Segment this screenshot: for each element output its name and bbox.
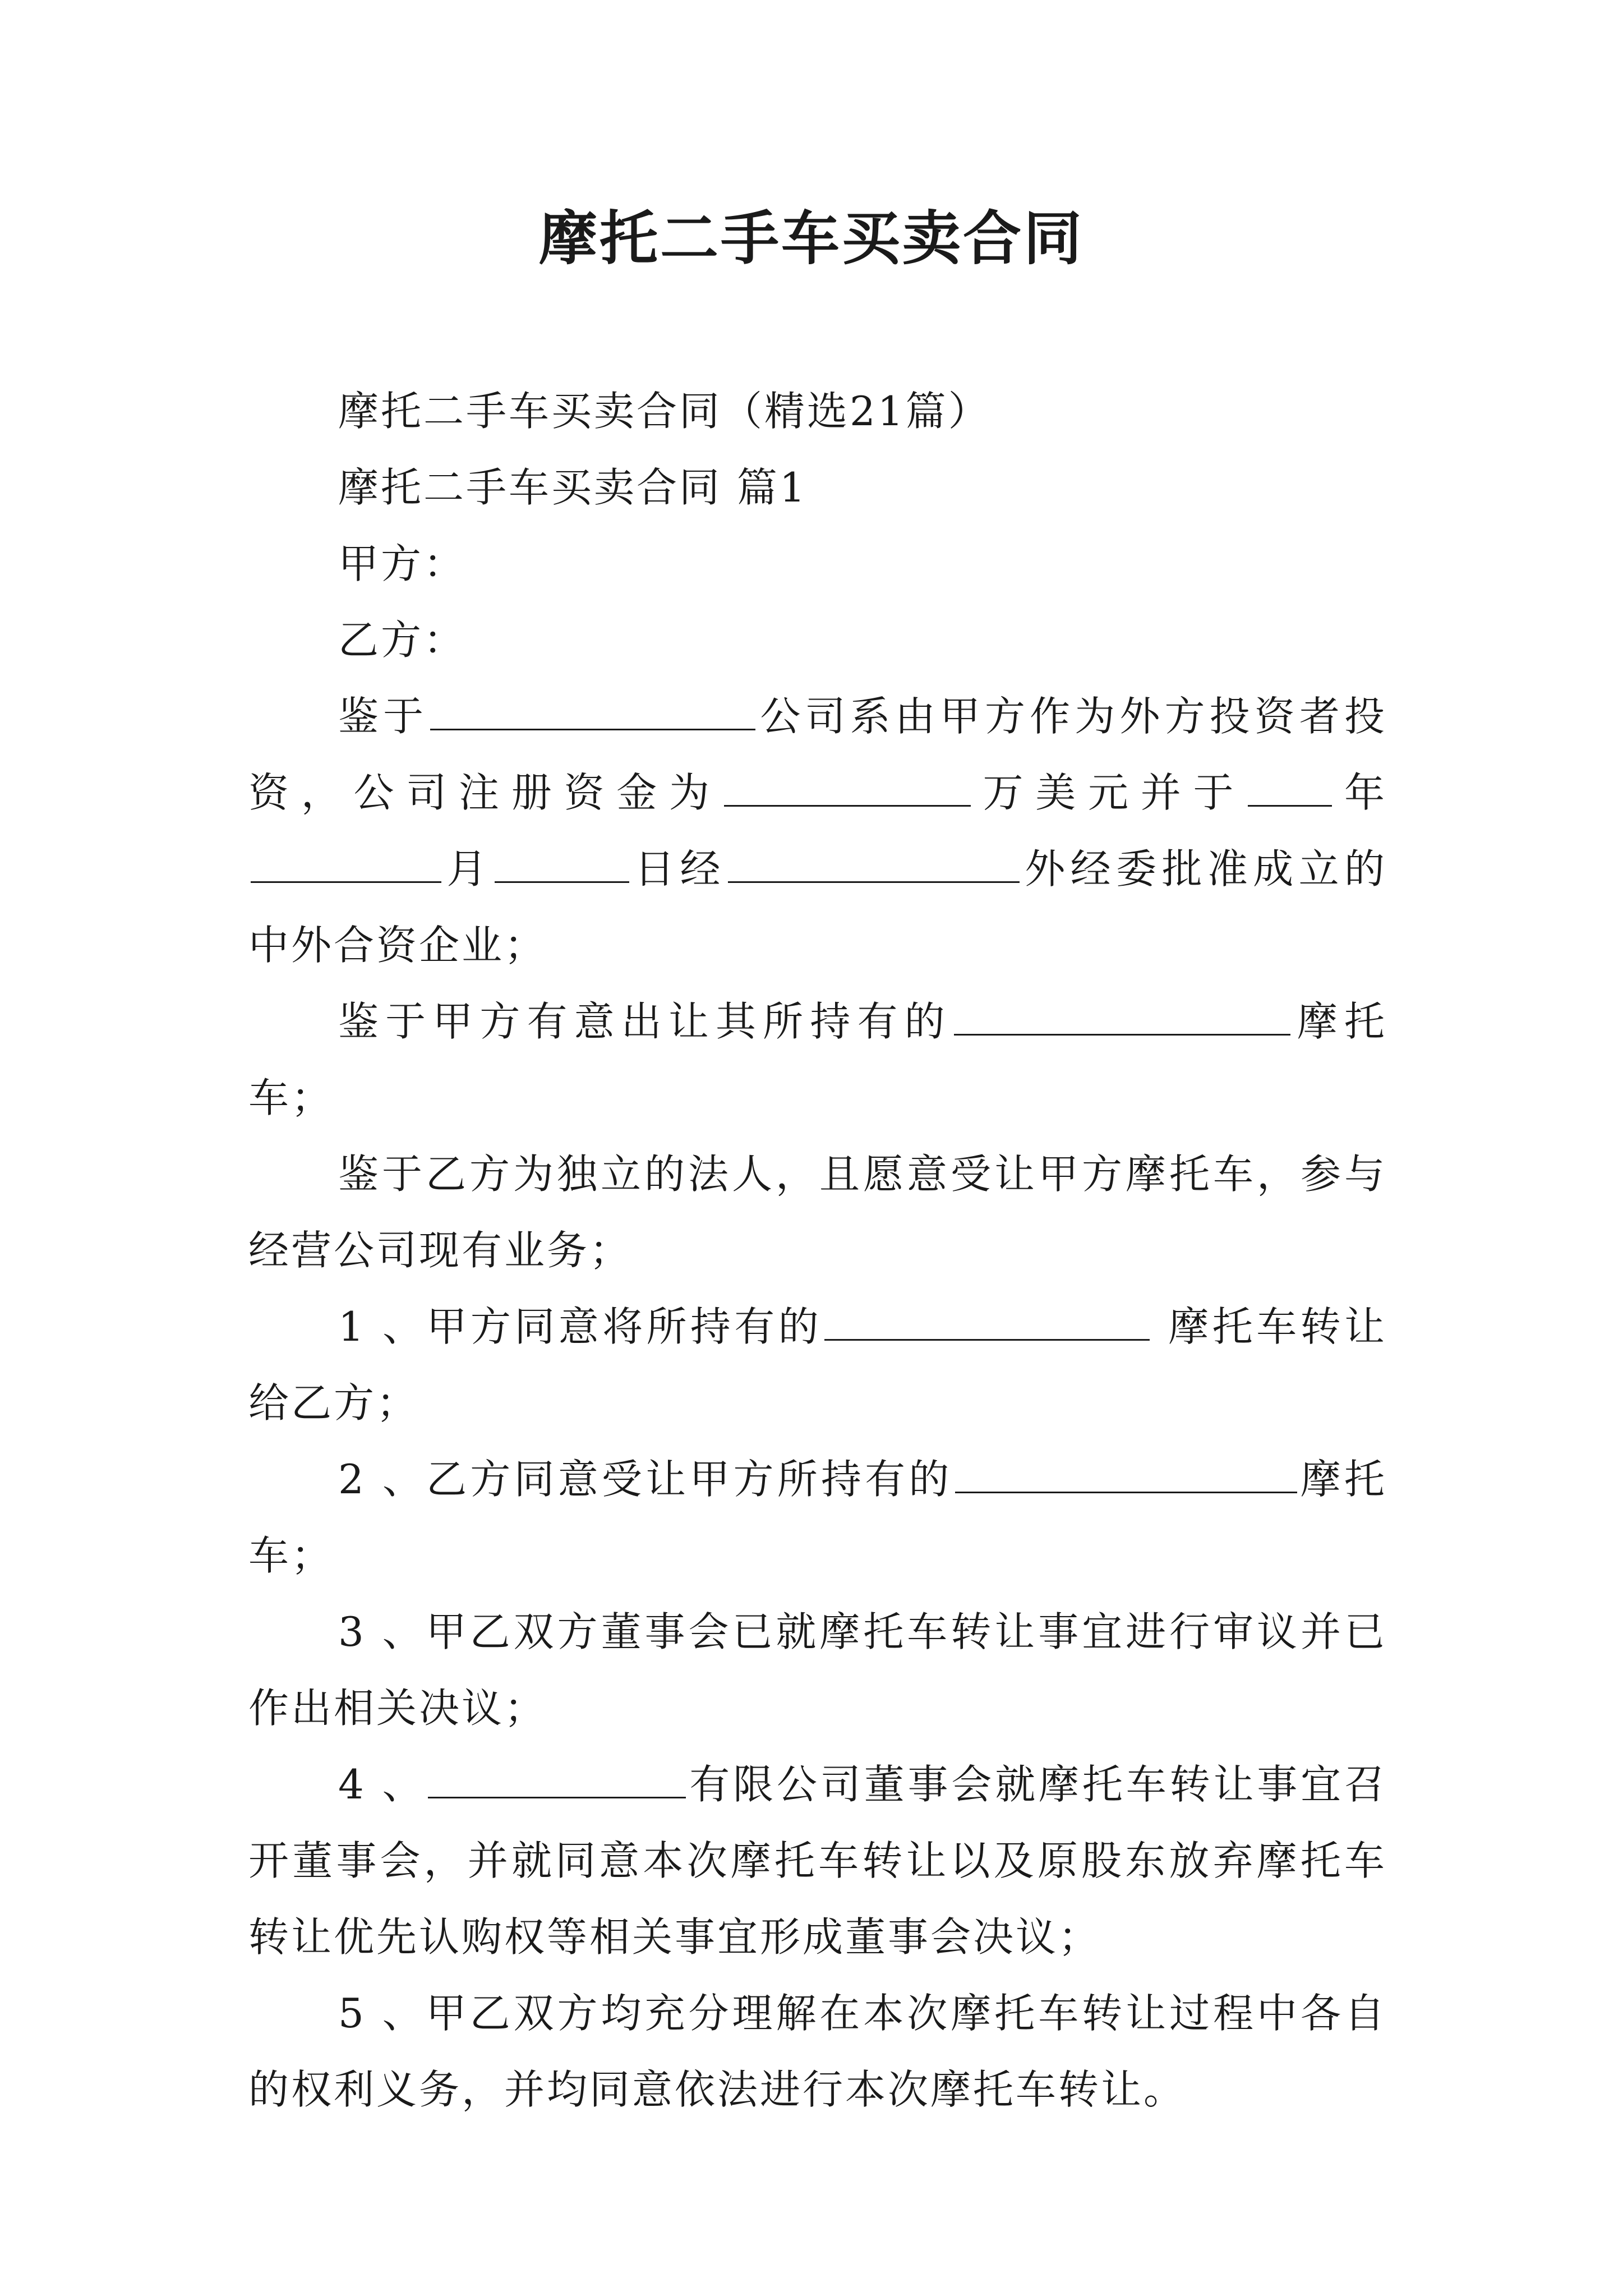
document-body — [248, 373, 1387, 2128]
motorcycle-blank — [954, 997, 1290, 1036]
text-run: 2 、乙方同意受让甲方所持有的 — [338, 1456, 953, 1503]
clause-4-blank — [428, 1760, 686, 1798]
company-name-blank — [430, 692, 755, 730]
clause-1-blank — [824, 1302, 1150, 1341]
text-run: 万美元并于 — [972, 769, 1246, 816]
recital-paragraph-2 — [248, 983, 1387, 1136]
capital-amount-blank — [724, 768, 971, 807]
recital-paragraph-3: 鉴于乙方为独立的法人，且愿意受让甲方摩托车，参与经营公司现有业务； — [248, 1151, 1387, 1274]
text-run: 鉴于甲方有意出让其所持有的 — [338, 998, 952, 1045]
text-run: 4 、 — [338, 1761, 426, 1808]
clause-4 — [248, 1746, 1387, 1975]
text-run: 鉴于 — [338, 693, 428, 740]
document-subtitle: 摩托二手车买卖合同（精选21篇） — [338, 388, 991, 435]
text-run: 摩托车； — [248, 1456, 1387, 1579]
section-heading: 摩托二手车买卖合同 篇1 — [338, 464, 808, 511]
clause-1 — [248, 1289, 1387, 1441]
text-run: 月 — [444, 845, 492, 892]
clause-3: 3 、甲乙双方董事会已就摩托车转让事宜进行审议并已作出相关决议； — [248, 1608, 1387, 1732]
authority-blank — [728, 844, 1020, 883]
text-run: 日经 — [631, 845, 726, 892]
text-run: 摩托车转让给乙方； — [248, 1303, 1387, 1427]
text-run: 外经委批准成立的中外合资企业； — [248, 845, 1387, 969]
party-b-line: 乙方： — [338, 616, 467, 664]
text-run: 摩托车； — [248, 998, 1387, 1121]
text-run: 1 、甲方同意将所持有的 — [338, 1303, 823, 1350]
text-run: 有限公司董事会就摩托车转让事宜召开董事会，并就同意本次摩托车转让以及原股东放弃摩托车转让优先认购权等相关事宜形成董事会决议； — [248, 1761, 1387, 1961]
day-blank — [495, 844, 629, 883]
party-a-line: 甲方： — [338, 540, 467, 587]
clause-2 — [248, 1441, 1387, 1594]
document-title: 摩托二手车买卖合同 — [538, 204, 1084, 273]
text-run: 公司系由甲方作为外方投资者投资，公司注册资金为 — [248, 693, 1387, 816]
text-run: 年 — [1334, 769, 1387, 816]
month-prefix-blank — [251, 844, 441, 883]
clause-5: 5 、甲乙双方均充分理解在本次摩托车转让过程中各自的权利义务，并均同意依法进行本次摩托车转让。 — [248, 1990, 1387, 2113]
year-blank — [1248, 768, 1332, 807]
clause-2-blank — [955, 1455, 1297, 1493]
recital-paragraph-1 — [248, 678, 1387, 983]
